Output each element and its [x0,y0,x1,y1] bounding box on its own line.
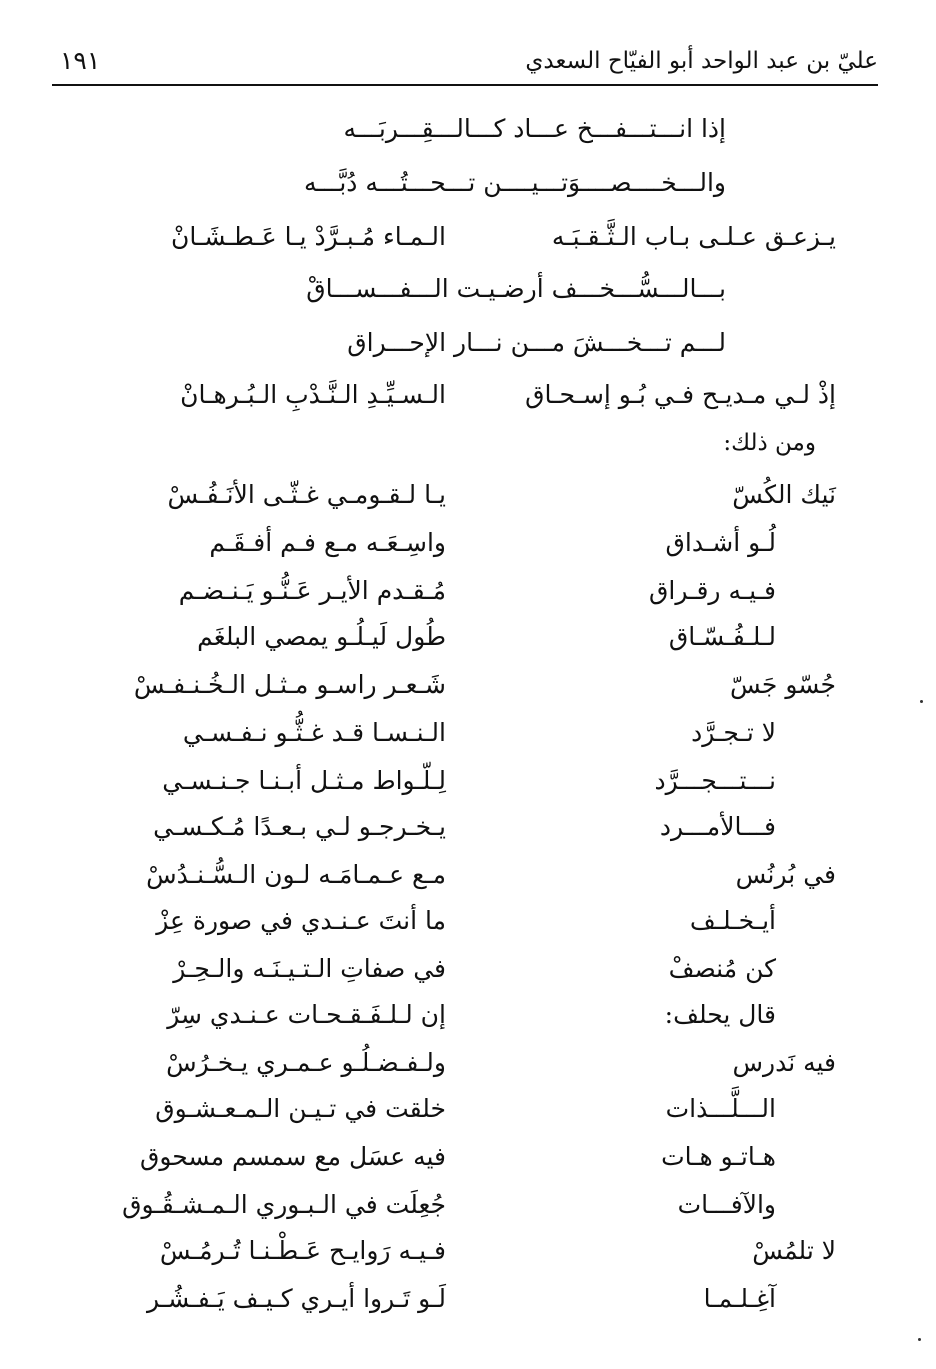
couplet-right: لا تلمُسْ [752,1236,836,1265]
couplet-right: لـلـفُـسّـاق [668,622,776,651]
couplet-left: فيه عسَل مع سمسم مسحوق [139,1142,446,1171]
running-title: عليّ بن عبد الواحد أبو الفيّاح السعدي [525,48,878,74]
couplet-right: كن مُنصفْ [668,954,776,983]
couplet-left: مـع عـمـامَـه لـون الـسُّـنـدُسْ [146,860,446,889]
scan-speck [918,1338,921,1341]
couplet-right: لا تـجـرَّد [691,718,776,747]
verse-left: الـسـيِّـدِ الـنَّـدْبِ الـبُـرهـانْ [180,380,446,409]
couplet-left: لِـلّـواط مـثـل أبـنـا جـنـسـي [162,766,446,795]
verse-right: إذْ لـي مـديـح فـي بُـو إسـحـاق [525,380,836,409]
poem-line: والـــخــــصــــوَتـــيــــن تـــحـــتُـــه دُبَّـــه [303,168,726,197]
couplet-right: هـاتـو هـات [661,1142,776,1171]
couplet-right: آغِـلـمـا [703,1284,776,1313]
poem-line: بـــالـــسُّـــخـــف أرضـيـت الـــفـــســـاقْ [306,274,726,303]
couplet-right: نَيك الكُسّ [732,480,836,509]
couplet-left: الـنـسـا قـد غـثُّـو نـفـسـي [182,718,446,747]
couplet-right: فيه نَدرس [732,1048,836,1077]
page-number: ١٩١ [60,46,101,75]
couplet-left: طُول لَيـلُـو يمصي البلغَم [197,622,446,651]
poem-line: إذا انـــتـــفـــخ عـــاد كـــالـــقِـــربَـــه [343,114,726,143]
couplet-left: ما أنتَ عـنـدي في صورة عِزْ [156,906,446,935]
couplet-left: يـا لـقـومـي غـثّـى الأنَـفُـسْ [167,480,446,509]
verse-right: يـزعـق عـلـى بـاب الـثَّـقـبَـه [551,222,836,251]
couplet-left: لَـو تَـروا أيـري كـيـف يَـفـشُـر [147,1284,446,1313]
couplet-left: شَـعـر راسـو مـثـل الـخُـنـفـسْ [133,670,446,699]
couplet-right: نـــتـــجـــرَّد [654,766,776,795]
couplet-left: جُعِلَت في الـبـوري الـمـشـقُـوق [122,1190,446,1219]
couplet-left: إن لـلـفَـقـحـات عـنـدي سِرّ [167,1000,446,1029]
couplet-left: فـيـه رَوايـح عَـطْـنـا تُـرمُـسْ [159,1236,446,1265]
couplet-left: في صفاتِ الـتـيـنَـه والـحِـرْ [173,954,446,983]
poem-line: لـــم تـــخـــشَ مـــن نـــار الإحـــراق [347,328,726,357]
couplet-left: يـخـرجـو لـي بـعـدًا مُـكـسـي [153,812,446,841]
section-label: ومن ذلك: [723,430,816,456]
couplet-left: ولـفـضـلُـو عـمـري يـخـرُسْ [166,1048,446,1077]
couplet-right: والآفـــات [677,1190,776,1219]
page-header [52,40,878,86]
verse-left: الـمـاء مُـبـرَّدْ يـا عَـطـشَـانْ [171,222,446,251]
couplet-right: فـيـه رقـراق [649,576,776,605]
scan-speck [920,700,923,703]
couplet-right: فـــالأمـــرد [659,812,776,841]
couplet-right: لُـو أشـداق [665,528,776,557]
couplet-right: قال يحلف: [664,1000,776,1029]
couplet-left: واسِـعَـه مـع فـم أفـقَـم [209,528,446,557]
couplet-right: جُسّو جَسّ [730,670,836,699]
couplet-left: مُـقـدم الأيـر عَـنُّـو يَـنـضـم [178,576,446,605]
couplet-left: خلقت في تـيـن الـمـعـشـوق [155,1094,446,1123]
couplet-right: الـــلَّـــذات [665,1094,776,1123]
couplet-right: أيـخـلـف [689,906,776,935]
couplet-right: في بُرنُس [735,860,836,889]
